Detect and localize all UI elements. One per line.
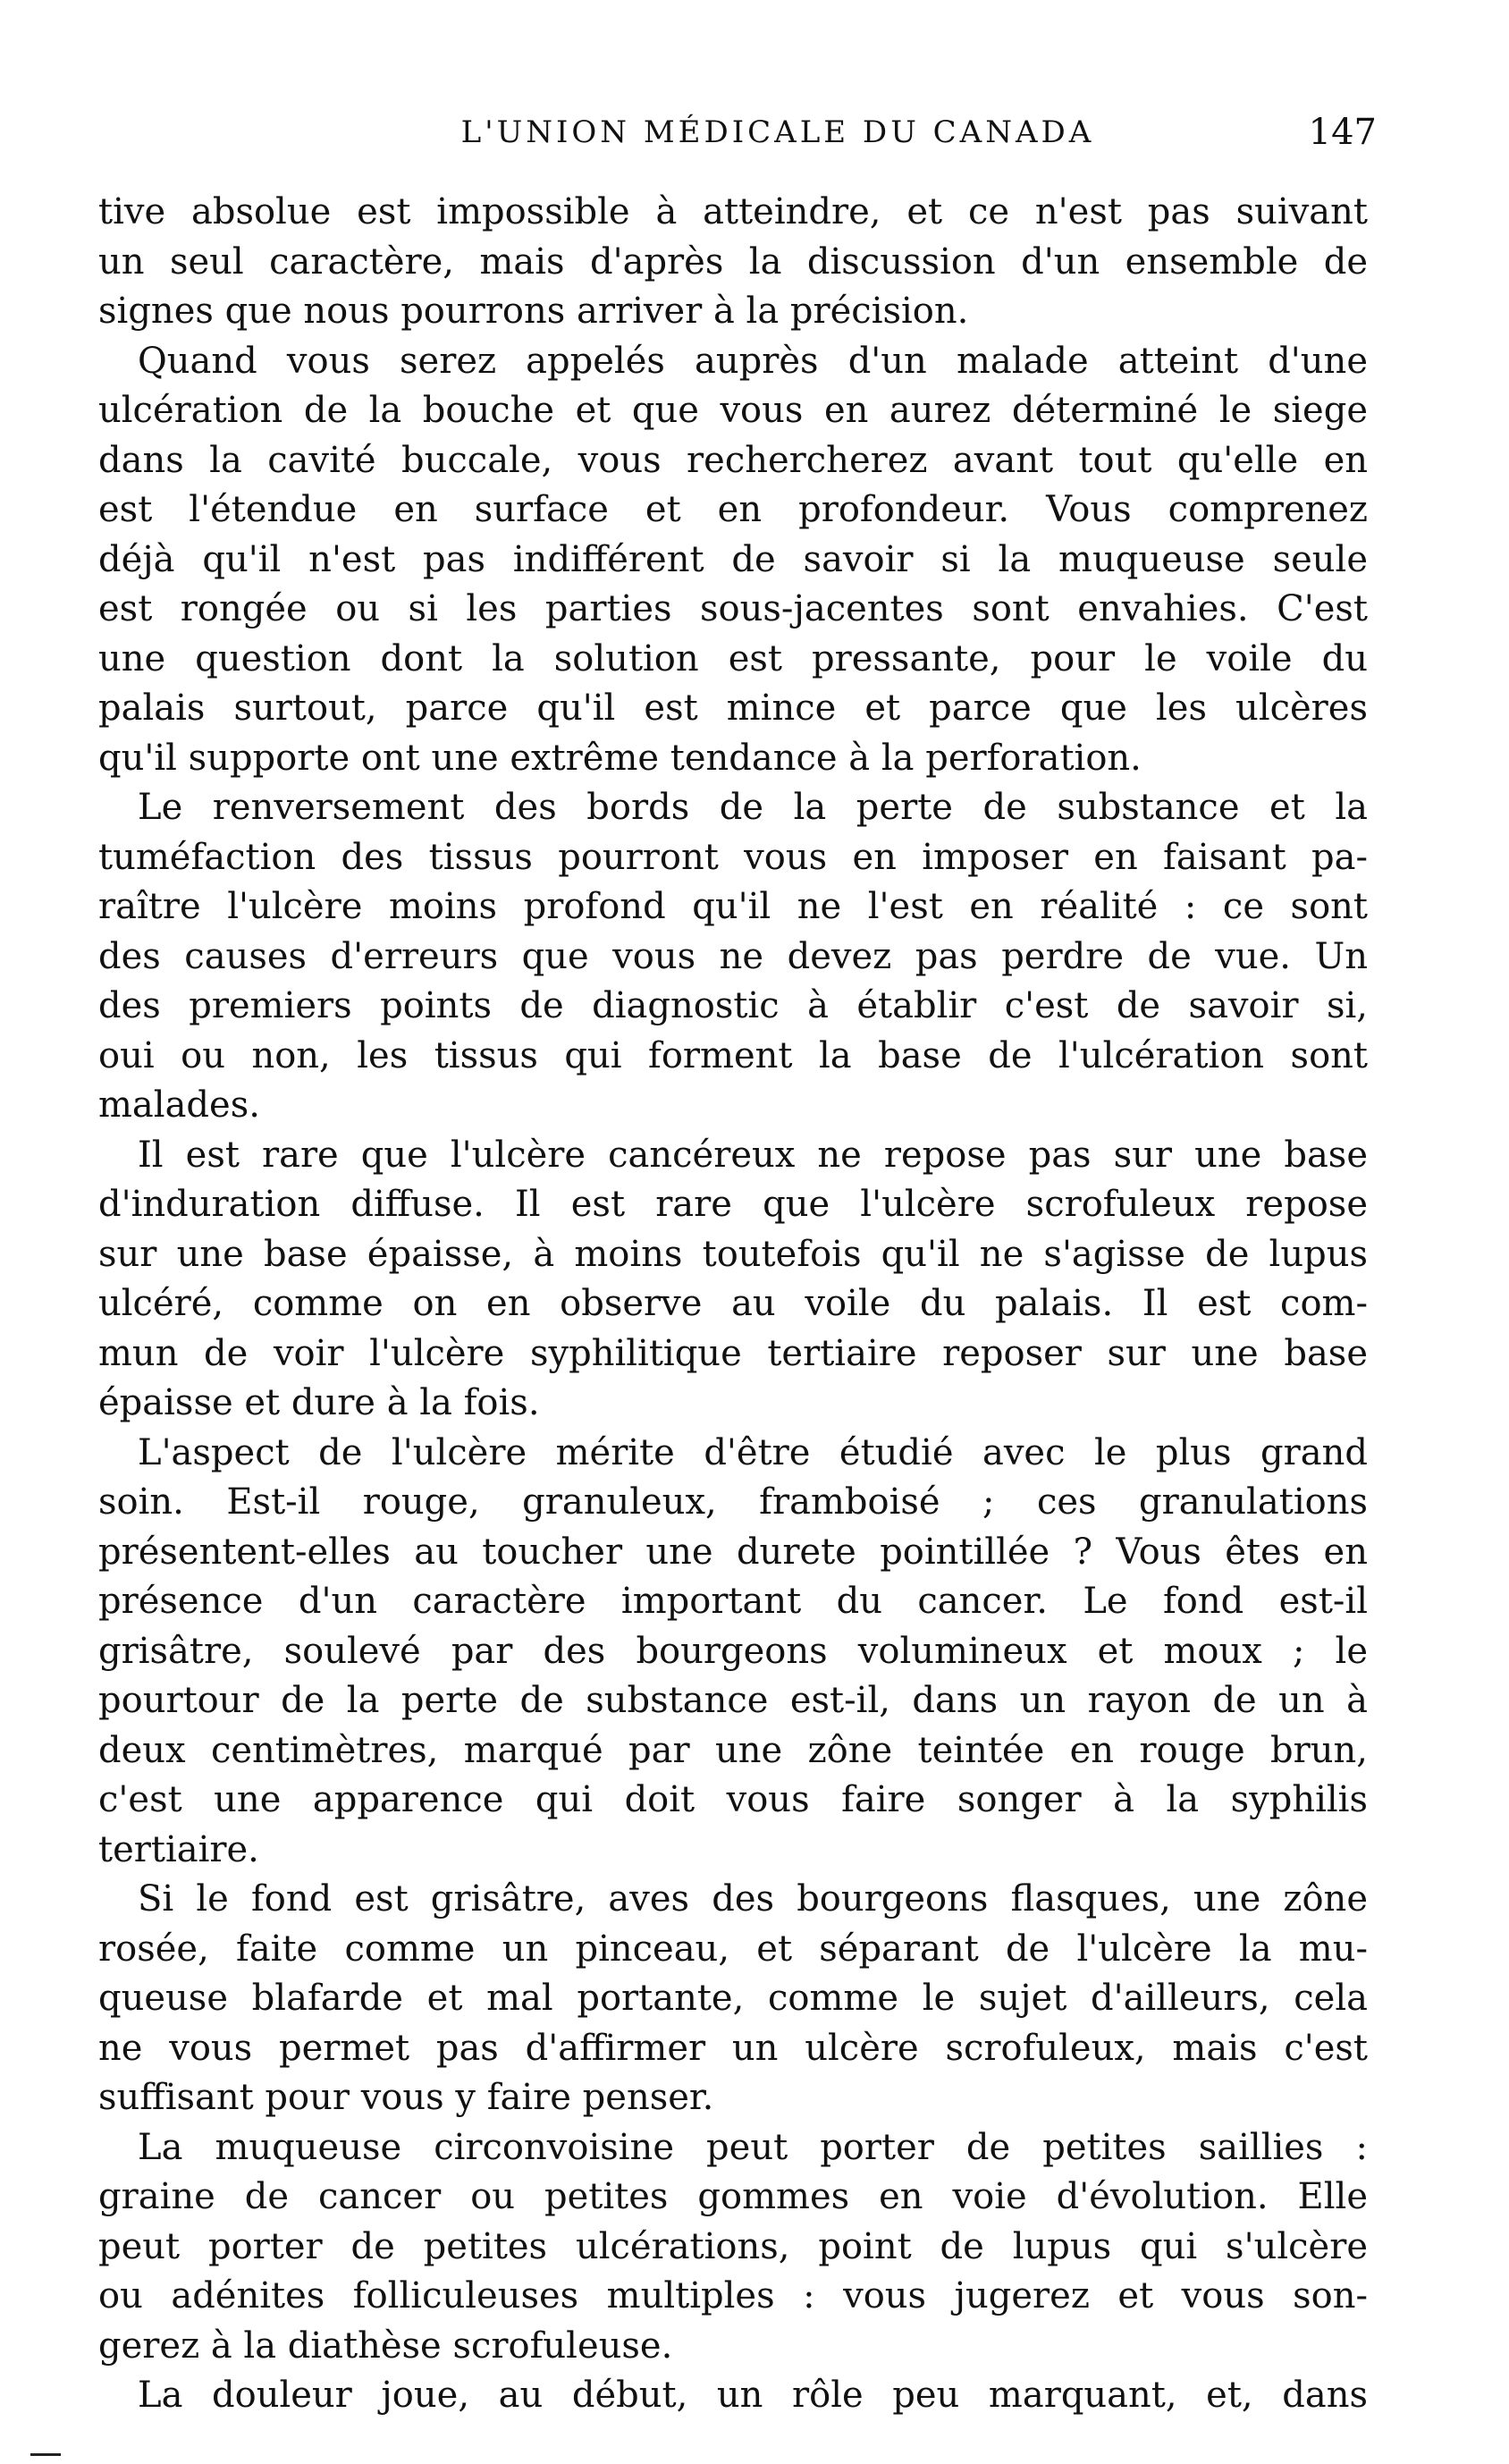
text-line: présentent-elles au toucher une durete pointillée ? Vous êtes en: [98, 1531, 1368, 1573]
text-line: queuse blafarde et mal portante, comme le sujet d'ailleurs, cela: [98, 1978, 1368, 2019]
text-line: oui ou non, les tissus qui forment la base de l'ulcération sont: [98, 1034, 1368, 1076]
page-header: [179, 105, 1377, 159]
text-line: La douleur joue, au début, un rôle peu marquant, et, dans: [138, 2375, 1368, 2416]
footer-mark: [30, 2453, 61, 2456]
text-line: pourtour de la perte de substance est-il, dans un rayon de un à: [98, 1680, 1368, 1721]
text-line: est l'étendue en surface et en profondeur. Vous comprenez: [98, 489, 1368, 530]
text-line: gerez à la diathèse scrofuleuse.: [98, 2325, 673, 2367]
text-line: d'induration diffuse. Il est rare que l'ulcère scrofuleux repose: [98, 1184, 1368, 1225]
text-line: L'aspect de l'ulcère mérite d'être étudié avec le plus grand: [138, 1431, 1368, 1473]
text-line: présence d'un caractère important du cancer. Le fond est-il: [98, 1581, 1368, 1622]
text-line: Quand vous serez appelés auprès d'un malade atteint d'une: [138, 340, 1368, 382]
text-line: sur une base épaisse, à moins toutefois qu'il ne s'agisse de lupus: [98, 1233, 1368, 1275]
text-line: mun de voir l'ulcère syphilitique tertiaire reposer sur une base: [98, 1332, 1368, 1374]
page-number: 147: [1308, 112, 1377, 153]
text-line: graine de cancer ou petites gommes en voie d'évolution. Elle: [98, 2176, 1368, 2217]
text-line: ulcération de la bouche et que vous en aurez déterminé le siege: [98, 390, 1368, 431]
text-line: ulcéré, comme on en observe au voile du palais. Il est com-: [98, 1283, 1368, 1324]
text-line: ou adénites folliculeuses multiples : vous jugerez et vous son-: [98, 2275, 1368, 2316]
body-text: [98, 188, 1368, 2421]
text-line: épaisse et dure à la fois.: [98, 1382, 540, 1423]
text-line: palais surtout, parce qu'il est mince et parce que les ulcères: [98, 688, 1368, 729]
text-line: des causes d'erreurs que vous ne devez pas perdre de vue. Un: [98, 935, 1368, 977]
text-line: une question dont la solution est pressante, pour le voile du: [98, 637, 1368, 679]
text-line: deux centimètres, marqué par une zône teintée en rouge brun,: [98, 1729, 1368, 1771]
text-line: malades.: [98, 1084, 260, 1126]
text-line: c'est une apparence qui doit vous faire songer à la syphilis: [98, 1779, 1368, 1820]
text-line: un seul caractère, mais d'après la discussion d'un ensemble de: [98, 240, 1368, 283]
text-line: ne vous permet pas d'affirmer un ulcère scrofuleux, mais c'est: [98, 2027, 1368, 2069]
text-line: La muqueuse circonvoisine peut porter de petites saillies :: [138, 2126, 1368, 2168]
text-line: tive absolue est impossible à atteindre, et ce n'est pas suivant: [98, 191, 1368, 232]
text-line: peut porter de petites ulcérations, point de lupus qui s'ulcère: [98, 2225, 1368, 2267]
text-line: tuméfaction des tissus pourront vous en imposer en faisant pa-: [98, 836, 1368, 878]
text-line: Il est rare que l'ulcère cancéreux ne repose pas sur une base: [138, 1134, 1368, 1176]
text-line: dans la cavité buccale, vous rechercherez avant tout qu'elle en: [98, 439, 1368, 481]
text-line: grisâtre, soulevé par des bourgeons volumineux et moux ; le: [98, 1630, 1368, 1672]
text-line: rosée, faite comme un pinceau, et séparant de l'ulcère la mu-: [98, 1928, 1368, 1970]
text-line: déjà qu'il n'est pas indifférent de savoir si la muqueuse seule: [98, 538, 1368, 580]
text-line: signes que nous pourrons arriver à la précision.: [98, 291, 969, 332]
text-line: est rongée ou si les parties sous-jacentes sont envahies. C'est: [98, 588, 1368, 629]
text-line: suffisant pour vous y faire penser.: [98, 2077, 714, 2118]
text-line: Si le fond est grisâtre, aves des bourgeons flasques, une zône: [138, 1878, 1368, 1920]
text-line: raître l'ulcère moins profond qu'il ne l'est en réalité : ce sont: [98, 886, 1368, 927]
text-line: Le renversement des bords de la perte de substance et la: [138, 787, 1368, 828]
text-line: qu'il supporte ont une extrême tendance à la perforation.: [98, 737, 1142, 779]
text-line: soin. Est-il rouge, granuleux, framboisé ; ces granulations: [98, 1481, 1368, 1523]
text-line: des premiers points de diagnostic à établir c'est de savoir si,: [98, 985, 1368, 1026]
running-title: L'UNION MÉDICALE DU CANADA: [460, 114, 1095, 150]
text-line: tertiaire.: [98, 1828, 259, 1870]
